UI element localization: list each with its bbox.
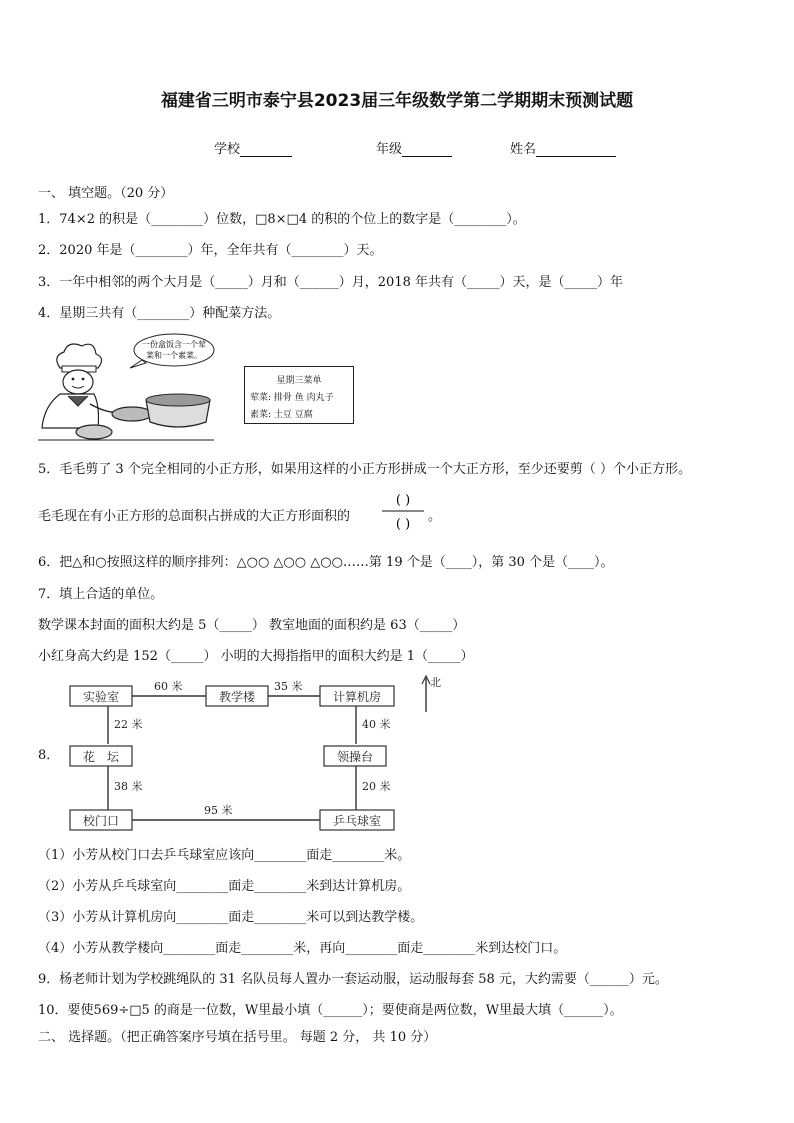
question-3: 3．一年中相邻的两个大月是（_____）月和（______）月，2018 年共有（_____）天，是（_____）年: [38, 275, 623, 290]
question-8-3: （3）小芳从计算机房向________面走________米可以到达教学楼。: [38, 910, 424, 925]
question-2: 2．2020 年是（________）年，全年共有（________）天。: [38, 243, 383, 258]
distance-computer-podium: 40 米: [362, 718, 391, 731]
fraction-numerator: ( ): [395, 493, 411, 508]
menu-box: [244, 366, 354, 424]
bubble-line-1: 一份盒饭含一个荤: [142, 340, 206, 349]
question-7a: 数学课本封面的面积大约是 5（_____） 教室地面的面积约是 63（_____）: [38, 618, 466, 633]
question-8-4: （4）小芳从教学楼向________面走________米，再向________面走________米到达校门口。: [38, 941, 567, 956]
question-7: 7．填上合适的单位。: [38, 587, 164, 602]
question-5a: 5．毛毛剪了 3 个完全相同的小正方形，如果用这样的小正方形拼成一个大正方形，至少还要剪（ ）个小正方形。: [38, 462, 691, 477]
grade-blank[interactable]: [402, 142, 452, 157]
question-5b-end: 。: [428, 509, 442, 524]
fraction-denominator: ( ): [395, 517, 411, 532]
campus-map: [38, 672, 441, 838]
fraction-blank[interactable]: [380, 488, 426, 534]
question-4: 4．星期三共有（________）种配菜方法。: [38, 306, 281, 321]
question-10: 10．要使569÷□5 的商是一位数，W里最小填（______）；要使商是两位数，W里最大填（______）。: [38, 1003, 623, 1018]
grade-label: 年级: [376, 142, 403, 157]
chef-illustration: [38, 332, 216, 442]
school-blank[interactable]: [240, 142, 292, 157]
name-blank[interactable]: [536, 142, 616, 157]
menu-veg: 素菜: 土豆 豆腐: [250, 410, 313, 420]
distance-gate-pingpong: 95 米: [204, 804, 233, 817]
page-title: 福建省三明市泰宁县2023届三年级数学第二学期期末预测试题: [160, 91, 634, 111]
place-teaching-building: 教学楼: [218, 690, 256, 704]
school-label: 学校: [214, 142, 241, 157]
distance-lab-teaching: 60 米: [154, 680, 183, 693]
grade-field: [376, 138, 452, 157]
menu-meat: 荤菜: 排骨 鱼 肉丸子: [250, 393, 334, 403]
question-7b: 小红身高大约是 152（_____） 小明的大拇指指甲的面积大约是 1（_____）: [38, 649, 474, 664]
place-lab: 实验室: [82, 690, 120, 704]
question-1: 1．74×2 的积是（________）位数，□8×□4 的积的个位上的数字是（________）。: [38, 212, 526, 227]
school-field: [214, 138, 292, 157]
section-2-heading: 二、 选择题。（把正确答案序号填在括号里。 每题 2 分， 共 10 分）: [38, 1030, 437, 1045]
menu-title: 星期三菜单: [276, 376, 322, 386]
name-field: [510, 138, 616, 157]
place-school-gate: 校门口: [82, 814, 120, 828]
distance-lab-flowerbed: 22 米: [114, 718, 143, 731]
distance-teaching-computer: 35 米: [274, 680, 303, 693]
section-1-heading: 一、 填空题。（20 分）: [38, 186, 174, 201]
place-flowerbed: 花 坛: [82, 750, 120, 764]
north-label: 北: [430, 676, 441, 689]
place-pingpong-room: 乒乓球室: [332, 814, 382, 828]
place-computer-room: 计算机房: [332, 690, 382, 704]
question-8-2: （2）小芳从乒乓球室向________面走________米到达计算机房。: [38, 879, 411, 894]
question-8-label: 8．: [38, 748, 60, 763]
name-label: 姓名: [510, 142, 537, 157]
distance-flowerbed-gate: 38 米: [114, 780, 143, 793]
question-9: 9．杨老师计划为学校跳绳队的 31 名队员每人置办一套运动服，运动服每套 58 元，大约需要（______）元。: [38, 972, 668, 987]
bubble-line-2: 菜和一个素菜。: [146, 351, 202, 360]
question-6: 6．把△和○按照这样的顺序排列：△○○ △○○ △○○……第 19 个是（____），第 30 个是（____）。: [38, 555, 614, 570]
question-5b: 毛毛现在有小正方形的总面积占拼成的大正方形面积的: [38, 509, 351, 524]
distance-podium-pingpong: 20 米: [362, 780, 391, 793]
place-podium: 领操台: [336, 750, 374, 764]
question-8-1: （1）小芳从校门口去乒乓球室应该向________面走________米。: [38, 848, 411, 863]
